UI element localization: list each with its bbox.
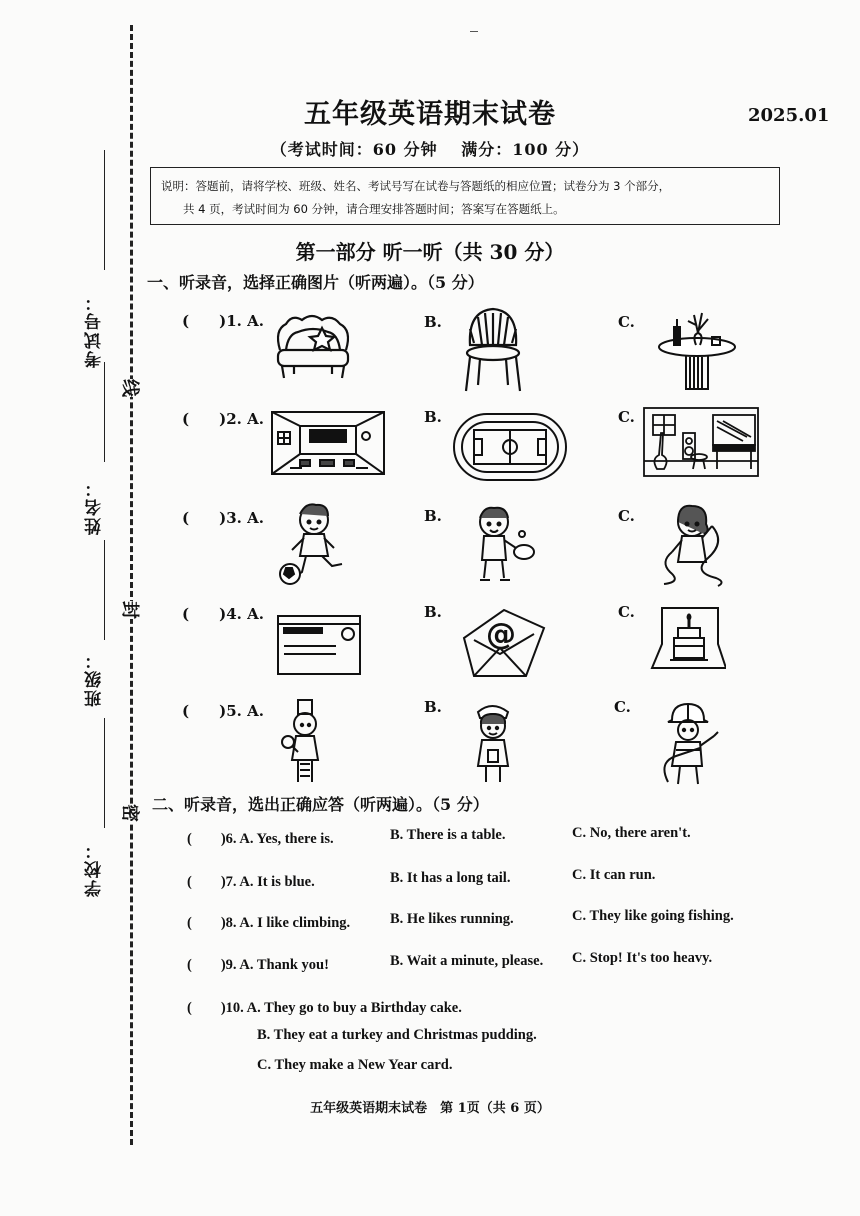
birthday-card-icon[interactable]	[650, 604, 726, 676]
page-title: 五年级英语期末试卷	[304, 99, 556, 130]
boy-table-tennis-icon[interactable]	[464, 502, 538, 592]
question-1-label: ( )1. A.	[182, 312, 264, 330]
seal-char-mi: 密	[118, 804, 144, 822]
question-10-option-b: B. They eat a turkey and Christmas pudding.	[257, 1027, 537, 1043]
question-9-option-b: B. Wait a minute, please.	[390, 953, 544, 969]
question-1-option-b: B.	[424, 313, 442, 331]
question-1-option-c: C.	[618, 313, 635, 331]
class-field[interactable]	[104, 540, 105, 640]
question-5-label: ( )5. A.	[182, 702, 264, 720]
instructions-box	[150, 167, 780, 225]
question-5-option-c: C.	[614, 698, 631, 716]
girl-ribbon-dance-icon[interactable]	[656, 502, 730, 592]
name-field[interactable]	[104, 362, 105, 462]
school-label: 学校：	[85, 840, 105, 897]
exam-date: 2025.01	[748, 105, 830, 126]
name-label: 姓名：	[85, 478, 105, 535]
section-two-title: 二、听录音，选出正确应答（听两遍）。（5 分）	[152, 795, 489, 814]
question-9-option-c: C. Stop! It's too heavy.	[572, 950, 713, 966]
classroom-icon[interactable]	[270, 410, 386, 480]
instructions-line-2: 共 4 页，考试时间为 60 分钟，请合理安排答题时间；答案写在答题纸上。	[183, 202, 565, 216]
question-2-option-b: B.	[424, 408, 442, 426]
cook-icon[interactable]	[276, 698, 336, 790]
scan-mark	[470, 31, 478, 32]
question-3-option-c: C.	[618, 507, 635, 525]
question-2-label: ( )2. A.	[182, 410, 264, 428]
music-room-icon[interactable]	[643, 407, 759, 481]
question-6-option-c: C. No, there aren't.	[572, 825, 691, 841]
question-7-option-c: C. It can run.	[572, 867, 656, 883]
binding-dashed-line	[130, 25, 133, 1145]
round-table-icon[interactable]	[656, 305, 738, 397]
firefighter-icon[interactable]	[656, 702, 720, 790]
question-6-option-b: B. There is a table.	[390, 827, 506, 843]
question-2-option-c: C.	[618, 408, 635, 426]
exam-subtitle: （考试时间：60 分钟 满分：100 分）	[270, 140, 590, 159]
question-8-option-c: C. They like going fishing.	[572, 908, 734, 924]
question-3-label: ( )3. A.	[182, 509, 264, 527]
question-7-option-b: B. It has a long tail.	[390, 870, 511, 886]
question-10-option-c: C. They make a New Year card.	[257, 1057, 453, 1073]
question-9-label: ( )9. A. Thank you!	[187, 957, 329, 973]
question-3-option-b: B.	[424, 507, 442, 525]
postcard-icon[interactable]	[276, 614, 362, 680]
question-4-label: ( )4. A.	[182, 605, 264, 623]
stadium-icon[interactable]	[452, 412, 568, 486]
question-8-label: ( )8. A. I like climbing.	[187, 915, 351, 931]
question-5-option-b: B.	[424, 698, 442, 716]
exam-number-label: 考试号：	[85, 292, 105, 368]
nurse-icon[interactable]	[466, 700, 520, 790]
question-6-label: ( )6. A. Yes, there is.	[187, 831, 334, 847]
question-10-label: ( )10. A. They go to buy a Birthday cake.	[187, 1000, 462, 1016]
chair-icon[interactable]	[460, 305, 526, 397]
question-4-option-b: B.	[424, 603, 442, 621]
class-label: 班级：	[85, 650, 105, 707]
instructions-line-1: 说明：答题前，请将学校、班级、姓名、考试号写在试卷与答题纸的相应位置；试卷分为 3 个部分，	[161, 179, 671, 193]
boy-football-icon[interactable]	[276, 500, 350, 590]
school-field[interactable]	[104, 718, 105, 828]
svg-text:@: @	[486, 617, 516, 652]
question-4-option-c: C.	[618, 603, 635, 621]
part-one-title: 第一部分 听一听（共 30 分）	[295, 240, 565, 264]
seal-char-feng: 封	[118, 601, 144, 619]
armchair-icon[interactable]	[272, 310, 354, 386]
page-footer: 五年级英语期末试卷 第 1页（共 6 页）	[310, 1101, 550, 1116]
question-8-option-b: B. He likes running.	[390, 911, 514, 927]
section-one-title: 一、听录音，选择正确图片（听两遍）。（5 分）	[147, 273, 484, 292]
seal-char-xian: 线	[118, 379, 144, 397]
question-7-label: ( )7. A. It is blue.	[187, 874, 315, 890]
email-icon[interactable]	[460, 604, 548, 684]
